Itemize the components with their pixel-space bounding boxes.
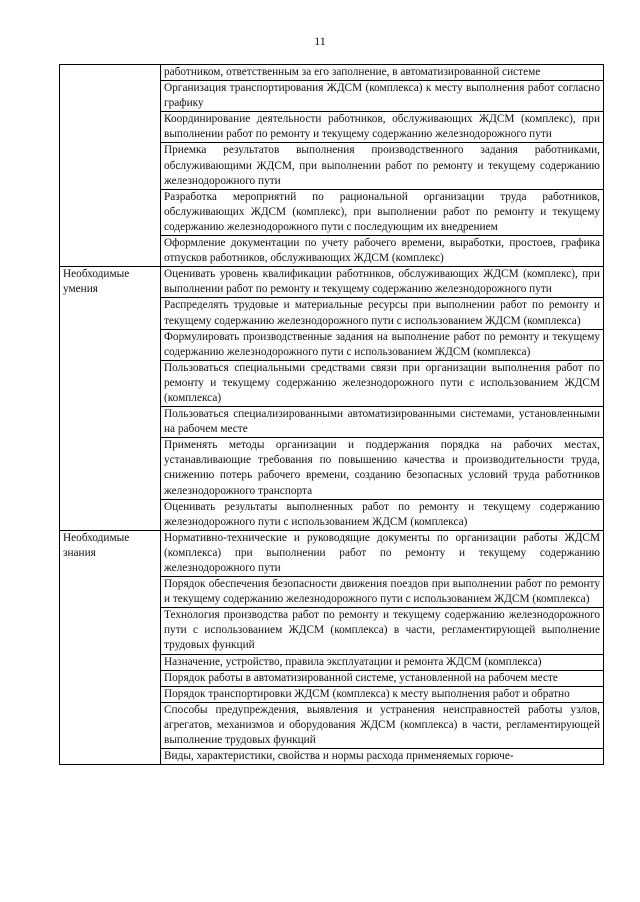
table-row [60, 267, 604, 298]
table-cell: Порядок работы в автоматизированной системе, установленной на рабочем месте [161, 670, 604, 686]
table-cell: Назначение, устройство, правила эксплуатации и ремонта ЖДСМ (комплекса) [161, 654, 604, 670]
table-cell: Формулировать производственные задания на выполнение работ по ремонту и текущему содержанию железнодорожного пути с использованием ЖДСМ (комплекса) [161, 329, 604, 360]
table-cell: Порядок обеспечения безопасности движения поездов при выполнении работ по ремонту и текущему содержанию железнодорожного пути с использованием ЖДСМ (комплекса) [161, 577, 604, 608]
table-cell: Разработка мероприятий по рациональной организации труда работников, обслуживающих ЖДСМ (комплекс), при выполнении работ по ремонту и текущему содержанию железнодорожного пути с последующим их внедрением [161, 189, 604, 235]
table-row [60, 530, 604, 576]
requirements-table [59, 64, 604, 765]
table-cell: Организация транспортирования ЖДСМ (комплекса) к месту выполнения работ согласно графику [161, 81, 604, 112]
table-cell: Способы предупреждения, выявления и устранения неисправностей работы узлов, агрегатов, механизмов и оборудования ЖДСМ (комплекса) в части, регламентирующей выполнение трудовых функций [161, 702, 604, 748]
table-cell: Приемка результатов выполнения производственного задания работниками, обслуживающими ЖДСМ, при выполнении работ по ремонту и текущему содержанию железнодорожного пути [161, 143, 604, 189]
skills-label-cell [60, 267, 161, 531]
table-cell: Пользоваться специальными средствами связи при организации выполнения работ по ремонту и текущему содержанию железнодорожного пути с использованием ЖДСМ (комплекса) [161, 360, 604, 406]
table-cell: Порядок транспортировки ЖДСМ (комплекса) к месту выполнения работ и обратно [161, 686, 604, 702]
table-cell: Виды, характеристики, свойства и нормы расхода применяемых горюче- [161, 749, 604, 765]
table-cell: Распределять трудовые и материальные ресурсы при выполнении работ по ремонту и текущему содержанию железнодорожного пути с использованием ЖДСМ (комплекса) [161, 298, 604, 329]
table-cell: Нормативно-технические и руководящие документы по организации работы ЖДСМ (комплекса) при выполнении работ по ремонту и текущему содержанию железнодорожного пути [161, 530, 604, 576]
section-label: Необходимые знания [63, 531, 130, 559]
table-cell: Пользоваться специализированными автоматизированными системами, установленными на рабочем месте [161, 407, 604, 438]
section-label: Необходимые умения [63, 268, 130, 296]
section-label-cell [60, 65, 161, 267]
table-cell: Оформление документации по учету рабочего времени, выработки, простоев, графика отпусков работников, обслуживающих ЖДСМ (комплекс) [161, 236, 604, 267]
table-cell: Оценивать результаты выполненных работ по ремонту и текущему содержанию железнодорожного пути с использованием ЖДСМ (комплекса) [161, 499, 604, 530]
table-cell: работником, ответственным за его заполнение, в автоматизированной системе [161, 65, 604, 81]
table-cell: Технология производства работ по ремонту и текущему содержанию железнодорожного пути с использованием ЖДСМ (комплекса) в части, регламентирующей выполнение трудовых функций [161, 608, 604, 654]
table-cell: Координирование деятельности работников, обслуживающих ЖДСМ (комплекс), при выполнении работ по ремонту и текущему содержанию железнодорожного пути [161, 112, 604, 143]
table-row [60, 65, 604, 81]
page-number: 11 [314, 34, 326, 48]
knowledge-label-cell [60, 530, 161, 764]
table-cell: Применять методы организации и поддержания порядка на рабочих местах, устанавливающие требования по повышению качества и производительности труда, снижению потерь рабочего времени, созданию безопасных условий труда работников железнодорожного транспорта [161, 438, 604, 499]
table-cell: Оценивать уровень квалификации работников, обслуживающих ЖДСМ (комплекс), при выполнении работ по ремонту и текущему содержанию железнодорожного пути [161, 267, 604, 298]
